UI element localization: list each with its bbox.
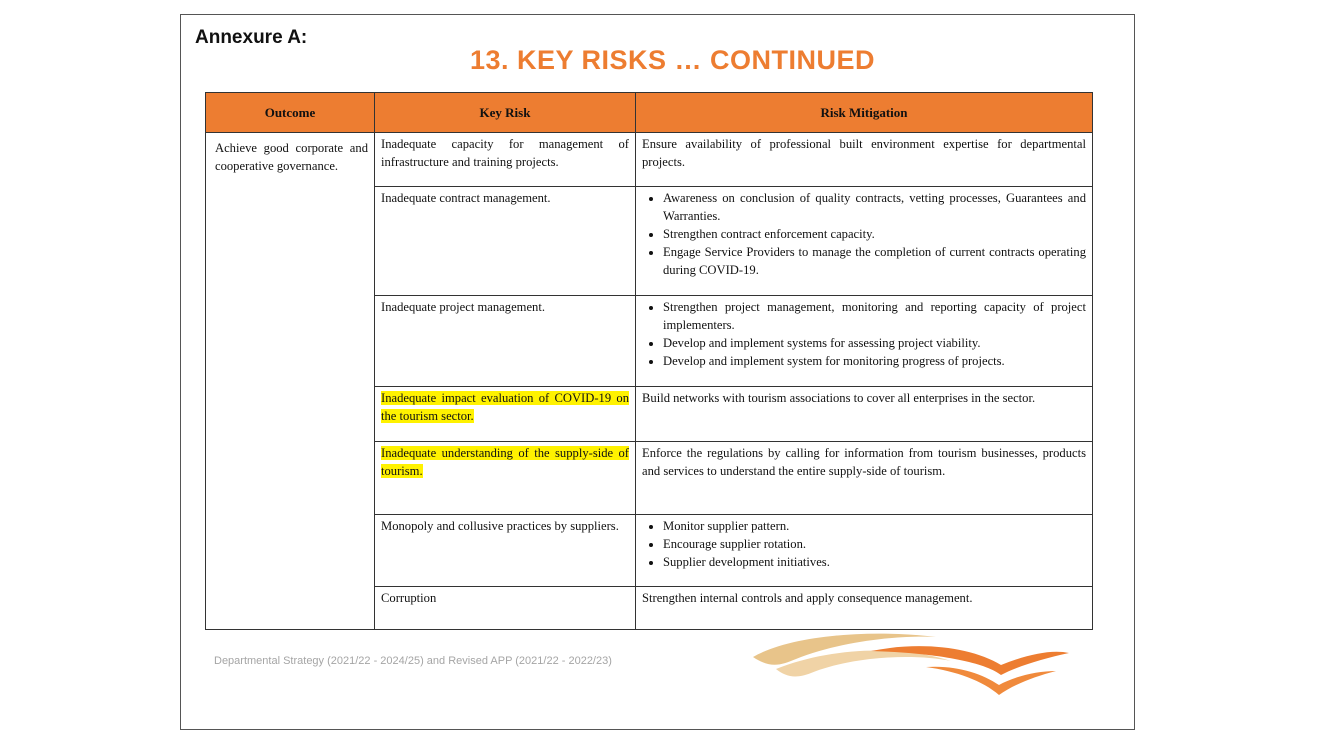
list-item: • Develop and implement systems for assessing project viability. [663, 334, 1086, 352]
key-risk-cell [375, 587, 636, 630]
annexure-label: Annexure A: [195, 27, 308, 48]
highlighted-key-risk-text: Inadequate impact evaluation of COVID-19 on the tourism sector. [381, 391, 629, 423]
key-risk-text: Corruption [381, 591, 437, 605]
list-item: • Develop and implement system for monitoring progress of projects. [663, 352, 1086, 370]
mitigation-cell [636, 387, 1093, 442]
key-risk-cell [375, 387, 636, 442]
header-risk-mitigation: Risk Mitigation [636, 93, 1093, 133]
mitigation-list [642, 517, 1086, 571]
key-risk-text: Inadequate project management. [381, 300, 545, 314]
key-risk-cell [375, 515, 636, 587]
mitigation-cell [636, 187, 1093, 296]
mitigation-cell [636, 515, 1093, 587]
highlighted-key-risk-text: Inadequate understanding of the supply-side of tourism. [381, 446, 629, 478]
key-risk-cell [375, 442, 636, 515]
swoosh-logo-icon [751, 627, 1071, 697]
mitigation-text: Ensure availability of professional built environment expertise for departmental projects. [642, 137, 1086, 169]
list-item: • Supplier development initiatives. [663, 553, 1086, 571]
mitigation-list [642, 298, 1086, 370]
slide-page [180, 14, 1135, 730]
key-risks-table [205, 92, 1093, 630]
mitigation-cell [636, 587, 1093, 630]
mitigation-cell [636, 296, 1093, 387]
list-item: • Encourage supplier rotation. [663, 535, 1086, 553]
table-header-row [206, 93, 1093, 133]
key-risk-cell [375, 133, 636, 187]
footer-text: Departmental Strategy (2021/22 - 2024/25) and Revised APP (2021/22 - 2022/23) [214, 655, 612, 667]
page-title: 13. KEY RISKS … CONTINUED [469, 45, 876, 75]
list-item: • Awareness on conclusion of quality contracts, vetting processes, Guarantees and Warranties. [663, 189, 1086, 225]
key-risk-cell [375, 187, 636, 296]
table-row [206, 133, 1093, 187]
mitigation-list [642, 189, 1086, 279]
header-outcome: Outcome [206, 93, 375, 133]
mitigation-cell [636, 442, 1093, 515]
mitigation-text: Build networks with tourism associations to cover all enterprises in the sector. [642, 391, 1036, 405]
mitigation-text: Enforce the regulations by calling for information from tourism businesses, products and services to understand the entire supply-side of tourism. [642, 446, 1086, 478]
key-risk-text: Inadequate capacity for management of infrastructure and training projects. [381, 137, 629, 169]
mitigation-cell [636, 133, 1093, 187]
key-risk-cell [375, 296, 636, 387]
list-item: • Strengthen project management, monitoring and reporting capacity of project implementers. [663, 298, 1086, 334]
list-item: • Strengthen contract enforcement capacity. [663, 225, 1086, 243]
list-item: • Monitor supplier pattern. [663, 517, 1086, 535]
key-risk-text: Monopoly and collusive practices by suppliers. [381, 519, 619, 533]
outcome-cell: Achieve good corporate and cooperative governance. [206, 133, 375, 630]
list-item: • Engage Service Providers to manage the completion of current contracts operating during COVID-19. [663, 243, 1086, 279]
key-risk-text: Inadequate contract management. [381, 191, 551, 205]
mitigation-text: Strengthen internal controls and apply consequence management. [642, 591, 973, 605]
header-key-risk: Key Risk [375, 93, 636, 133]
